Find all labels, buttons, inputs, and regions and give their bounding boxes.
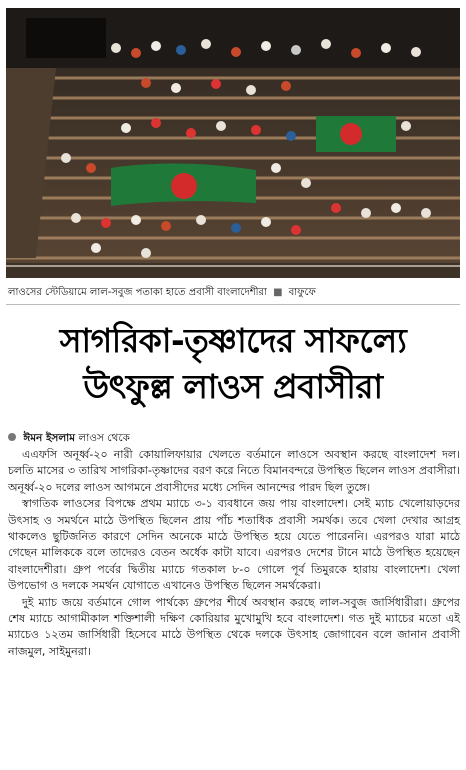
headline-line-2: উৎফুল্ল লাওস প্রবাসীরা: [83, 367, 383, 406]
article-body: [8, 447, 460, 660]
stadium-crowd-photo: [6, 8, 460, 278]
bullet-icon: [8, 433, 16, 441]
bangladesh-flag-right: [316, 116, 396, 152]
photo-caption: [8, 285, 458, 301]
headline-line-1: সাগরিকা-তৃষ্ণাদের সাফল্যে: [59, 321, 407, 360]
bangladesh-flag-center: [111, 163, 256, 206]
divider: [6, 304, 460, 305]
caption-text: লাওসের স্টেডিয়ামে লাল-সবুজ পতাকা হাতে প্রবাসী বাংলাদেশীরা: [8, 287, 267, 298]
article-paragraph: স্বাগতিক লাওসের বিপক্ষে প্রথম ম্যাচে ৩-১ ব্যবধানে জয় পায় বাংলাদেশ। সেই ম্যাচ খেলোয়াড়দের উৎসাহ ও সমর্থনে মাঠে উপস্থিত ছিলেন প্রায় পাঁচ শতাধিক প্রবাসী সমর্থক। তবে খেলা দেখার আগ্রহ থাকলেও ছুটিজনিত কারণে সেদিন অনেকে মাঠে উপস্থিত হয়ে যেতে পারেননি। এরপরও যারা মাঠে গেছেন মালিককে বলে তাদেরও বেতন অর্ধেক কাটা যাবে। এরপরও দেশের টানে মাঠে উপস্থিত হয়েছেন বাংলাদেশীরা। গ্রুপ পর্বের দ্বিতীয় ম্যাচে গতকাল ৮-০ গোলে পূর্ব তিমুরকে হারায় বাংলাদেশ। খেলা উপভোগ ও দলকে সমর্থন যোগাতে এখানেও উপস্থিত ছিলেন সমর্থকেরা।: [8, 497, 460, 593]
byline: [8, 430, 458, 446]
article-paragraph: দুই ম্যাচ জয়ে বর্তমানে গোল পার্থক্যে গ্রুপের শীর্ষে অবস্থান করছে লাল-সবুজ জার্সিধারীরা। গ্রুপের শেষ ম্যাচে আগামীকাল শক্তিশালী দক্ষিণ কোরিয়ার মুখোমুখি হবে বাংলাদেশ। গত দুই ম্যাচের মতো এই ম্যাচেও ১২তম জার্সিধারী হিসেবে মাঠে উপস্থিত থেকে দলকে উৎসাহ জোগাবেন বলে জানান প্রবাসী নাজমুল, সাইমুনরা।: [8, 595, 460, 658]
byline-location: লাওস থেকে: [78, 432, 130, 444]
byline-author: ঈমন ইসলাম: [23, 432, 76, 444]
caption-separator: ■: [273, 287, 283, 298]
article-paragraph: এএফসি অনূর্ধ্ব-২০ নারী কোয়ালিফায়ার খেলতে বর্তমানে লাওসে অবস্থান করছে বাংলাদেশ দল। চলতি মাসের ৩ তারিখ সাগরিকা-তৃষ্ণাদের বরণ করে নিতে বিমানবন্দরে উপস্থিত ছিলেন লাওস প্রবাসীরা। অনূর্ধ্ব-২০ দলের লাওস আগমনে প্রবাসীদের মধ্যে সেদিন আনন্দের পারদ ছিল তুঙ্গে।: [8, 448, 460, 494]
caption-credit: বাফুফে: [288, 287, 316, 298]
stadium-crowd-illustration: [6, 8, 460, 278]
